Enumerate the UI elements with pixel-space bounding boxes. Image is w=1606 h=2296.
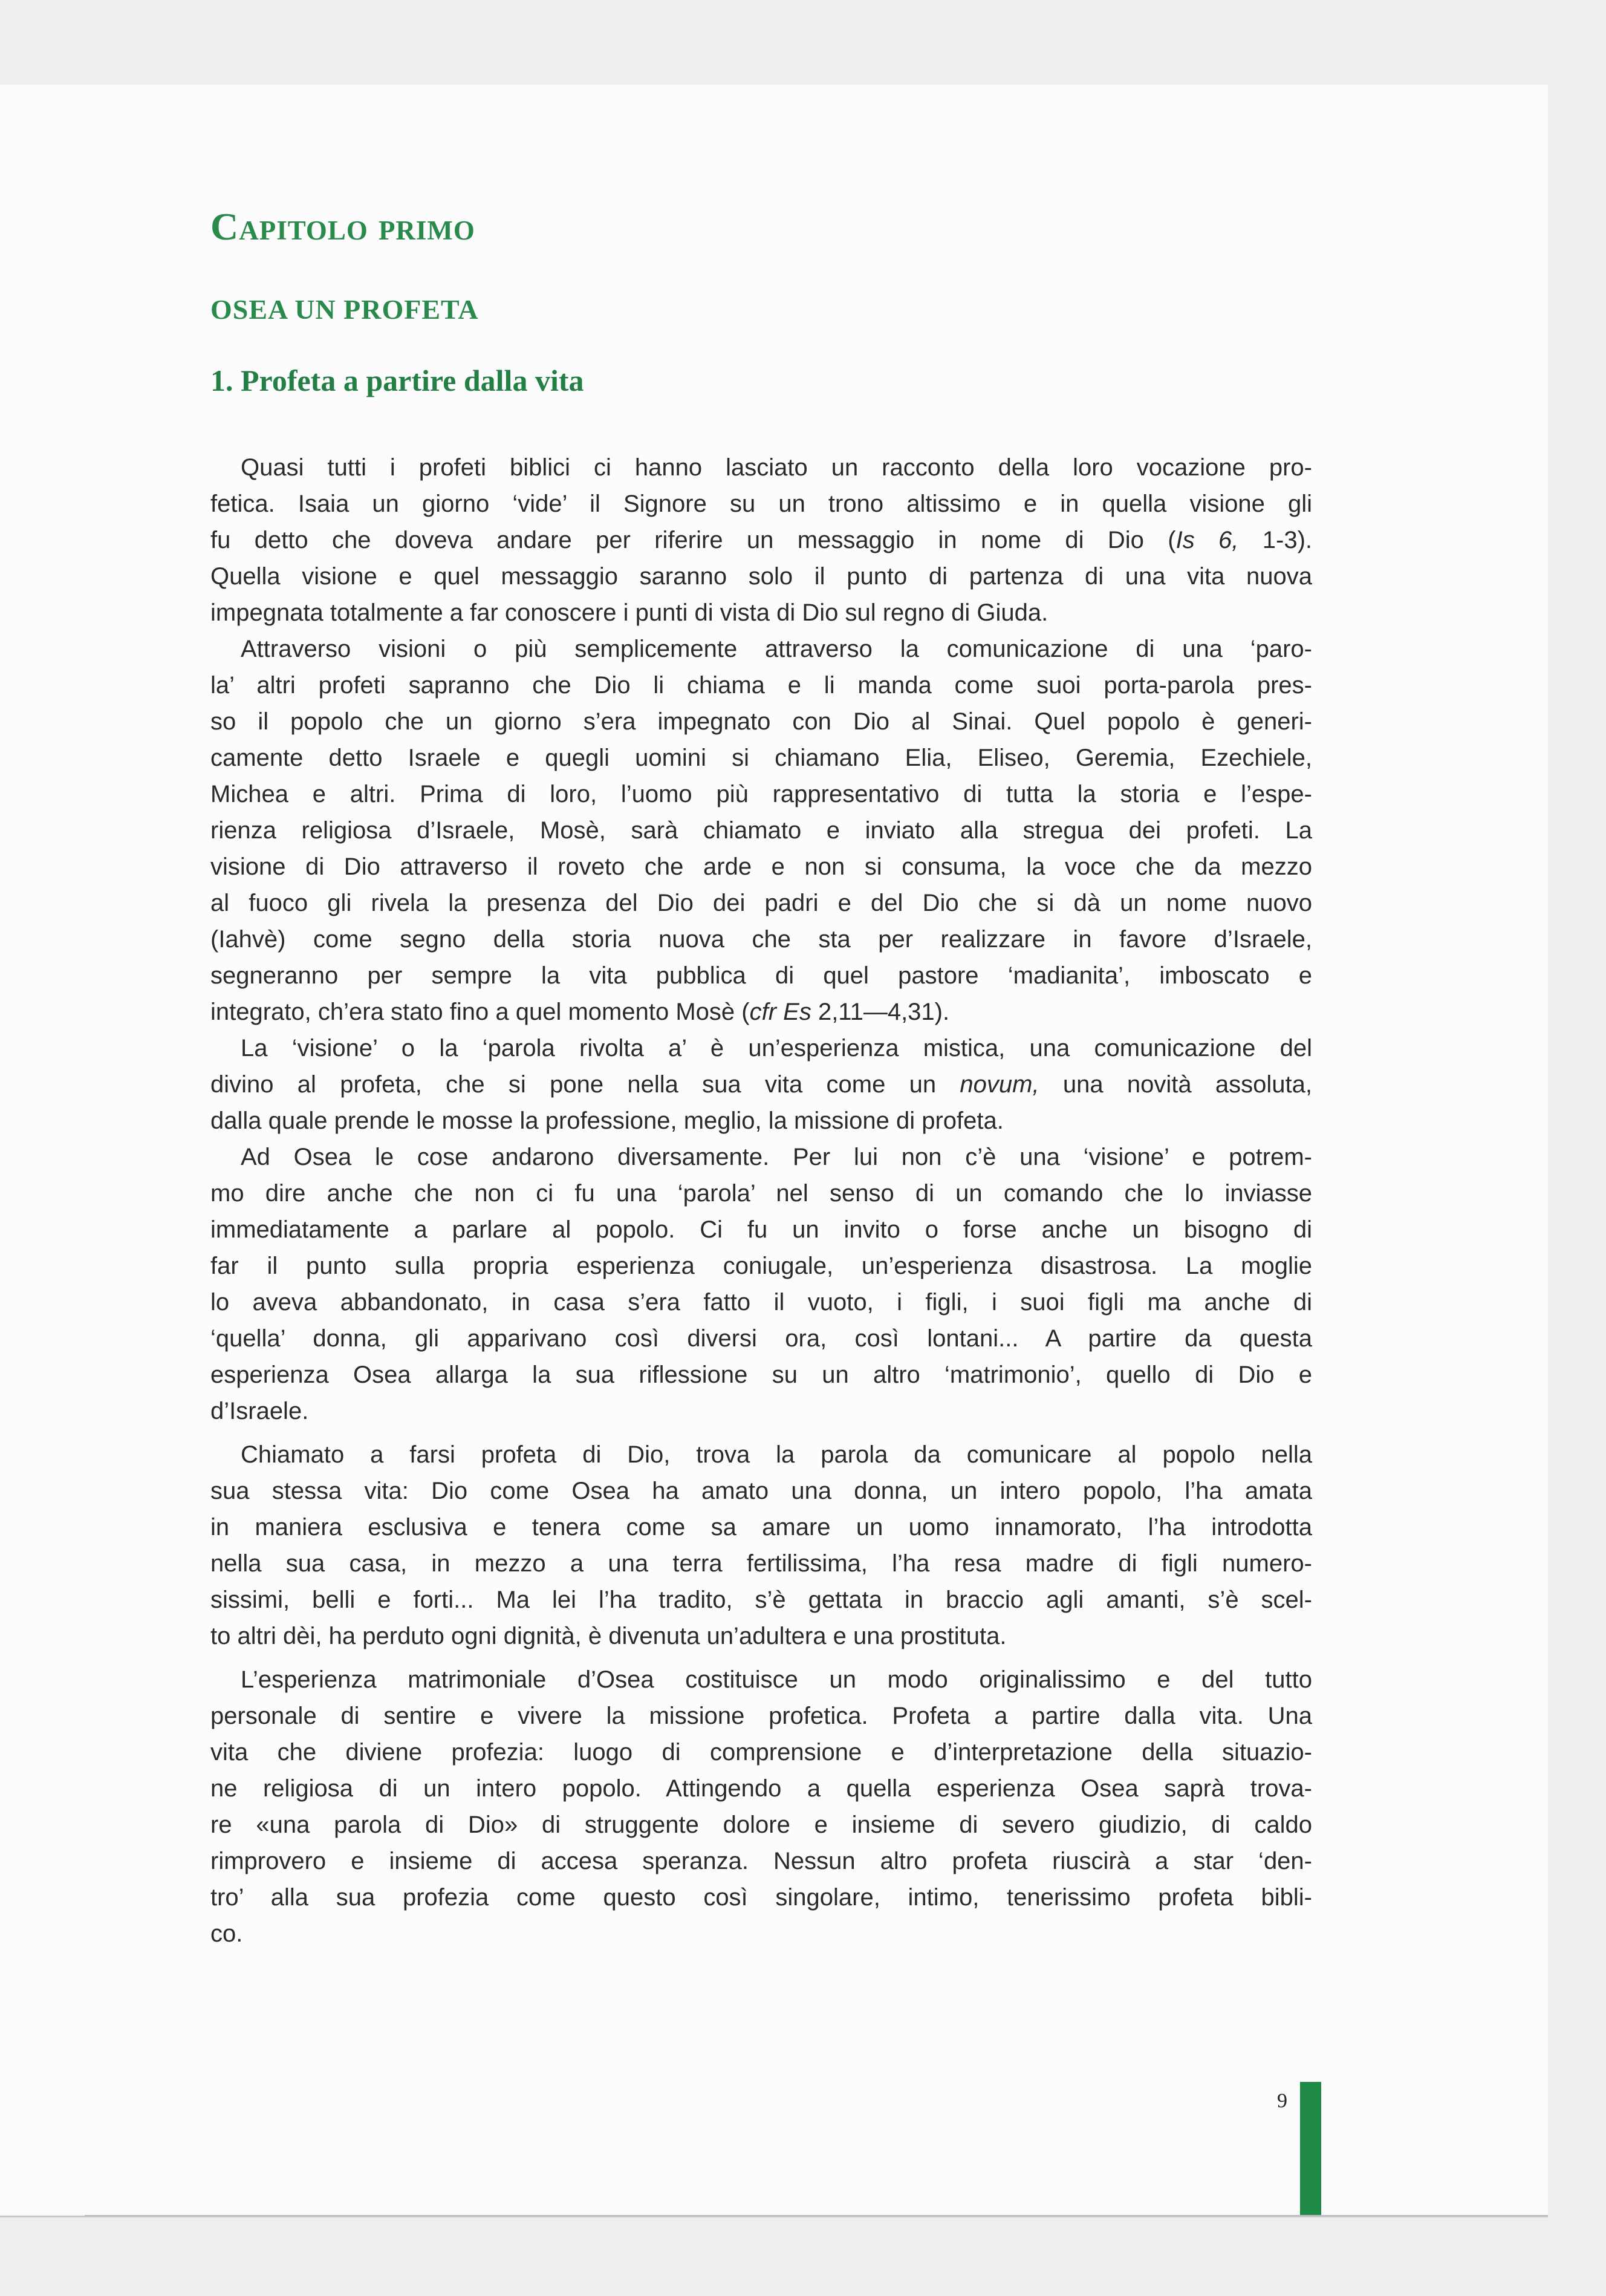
text-line: impegnata totalmente a far conoscere i punti di vista di Dio sul regno di Giuda. [210, 599, 1048, 626]
text-line: Chiamato a farsi profeta di Dio, trova la parola da comunicare al popolo nella [241, 1441, 1312, 1468]
text-line: so il popolo che un giorno s’era impegnato con Dio al Sinai. Quel popolo è generi- [210, 708, 1312, 735]
italic-text: Is 6, [1175, 527, 1239, 553]
text-line: fetica. Isaia un giorno ‘vide’ il Signore su un trono altissimo e in quella visione gli [210, 491, 1312, 517]
text-line: camente detto Israele e quegli uomini si chiamano Elia, Eliseo, Geremia, Ezechiele, [210, 745, 1312, 771]
text-line: lo aveva abbandonato, in casa s’era fatto il vuoto, i figli, i suoi figli ma anche di [210, 1289, 1312, 1316]
text-line [210, 1066, 1312, 1103]
text-line: to altri dèi, ha perduto ogni dignità, è divenuta un’adultera e una prostituta. [210, 1623, 1007, 1649]
text-line: L’esperienza matrimoniale d’Osea costituisce un modo originalissimo e del tutto [241, 1666, 1312, 1693]
italic-text: novum, [960, 1071, 1039, 1098]
text-line [210, 522, 1312, 558]
part-title: OSEA UN PROFETA [210, 294, 479, 325]
page-number: 9 [1277, 2090, 1287, 2112]
section-title: 1. Profeta a partire dalla vita [210, 364, 584, 397]
text-line: visione di Dio attraverso il roveto che arde e non si consuma, la voce che da mezzo [210, 853, 1312, 880]
italic-text: cfr Es [749, 999, 811, 1025]
text-line: dalla quale prende le mosse la professione, meglio, la missione di profeta. [210, 1107, 1004, 1134]
text-line: esperienza Osea allarga la sua riflessione su un altro ‘matrimonio’, quello di Dio e [210, 1362, 1312, 1388]
text-segment: 1-3). [1238, 527, 1312, 553]
text-line: al fuoco gli rivela la presenza del Dio dei padri e del Dio che si dà un nome nuovo [210, 890, 1312, 916]
text-line: immediatamente a parlare al popolo. Ci fu un invito o forse anche un bisogno di [210, 1216, 1312, 1243]
text-line: tro’ alla sua profezia come questo così singolare, intimo, tenerissimo profeta bibli- [210, 1884, 1312, 1911]
text-line: (Iahvè) come segno della storia nuova che sta per realizzare in favore d’Israele, [210, 926, 1312, 953]
text-line [210, 994, 1312, 1030]
text-line: la’ altri profeti sapranno che Dio li chiama e li manda come suoi porta-parola pres- [210, 672, 1312, 699]
chapter-title: Capitolo primo [210, 205, 475, 248]
text-line: Quasi tutti i profeti biblici ci hanno lasciato un racconto della loro vocazione pro- [241, 454, 1312, 481]
paragraph [210, 1662, 1312, 1952]
text-line: co. [210, 1920, 243, 1947]
body-text [210, 449, 1312, 1952]
text-segment: fu detto che doveva andare per riferire un messaggio in nome di Dio ( [210, 527, 1176, 553]
text-line: ne religiosa di un intero popolo. Attingendo a quella esperienza Osea saprà trova- [210, 1775, 1312, 1802]
page-edge-line [85, 2215, 1548, 2216]
paragraph [210, 1030, 1312, 1139]
text-line: sissimi, belli e forti... Ma lei l’ha tradito, s’è gettata in braccio agli amanti, s’è scel- [210, 1587, 1312, 1613]
text-segment: integrato, ch’era stato fino a quel momento Mosè ( [210, 999, 750, 1025]
text-segment: divino al profeta, che si pone nella sua vita come un [210, 1071, 960, 1098]
paragraph [210, 1139, 1312, 1429]
text-line: Michea e altri. Prima di loro, l’uomo più rappresentativo di tutta la storia e l’espe- [210, 781, 1312, 807]
text-line: mo dire anche che non ci fu una ‘parola’ nel senso di un comando che lo inviasse [210, 1180, 1312, 1207]
text-line: rimprovero e insieme di accesa speranza. Nessun altro profeta riuscirà a star ‘den- [210, 1848, 1312, 1874]
text-line: personale di sentire e vivere la missione profetica. Profeta a partire dalla vita. Una [210, 1703, 1312, 1729]
text-line: d’Israele. [210, 1398, 309, 1424]
text-line: ‘quella’ donna, gli apparivano così diversi ora, così lontani... A partire da questa [210, 1325, 1312, 1352]
paragraph [210, 631, 1312, 1030]
text-line: Attraverso visioni o più semplicemente attraverso la comunicazione di una ‘paro- [241, 636, 1312, 662]
text-line: Quella visione e quel messaggio saranno solo il punto di partenza di una vita nuova [210, 563, 1312, 590]
text-segment: una novità assoluta, [1039, 1071, 1313, 1098]
text-segment: 2,11—4,31). [811, 999, 950, 1025]
text-line: in maniera esclusiva e tenera come sa amare un uomo innamorato, l’ha introdotta [210, 1514, 1312, 1541]
paragraph [210, 449, 1312, 631]
text-line: re «una parola di Dio» di struggente dolore e insieme di severo giudizio, di caldo [210, 1812, 1312, 1838]
text-line: La ‘visione’ o la ‘parola rivolta a’ è un’esperienza mistica, una comunicazione del [241, 1035, 1312, 1062]
text-line: vita che diviene profezia: luogo di comprensione e d’interpretazione della situazio- [210, 1739, 1312, 1766]
paragraph [210, 1437, 1312, 1654]
text-line: segneranno per sempre la vita pubblica di quel pastore ‘madianita’, imboscato e [210, 962, 1312, 989]
text-line: rienza religiosa d’Israele, Mosè, sarà chiamato e inviato alla stregua dei profeti. La [210, 817, 1312, 844]
text-line: Ad Osea le cose andarono diversamente. Per lui non c’è una ‘visione’ e potrem- [241, 1144, 1312, 1170]
text-line: sua stessa vita: Dio come Osea ha amato una donna, un intero popolo, l’ha amata [210, 1478, 1312, 1504]
text-line: nella sua casa, in mezzo a una terra fertilissima, l’ha resa madre di figli numero- [210, 1550, 1312, 1577]
text-line: far il punto sulla propria esperienza coniugale, un’esperienza disastrosa. La moglie [210, 1253, 1312, 1279]
chapter-thumb-tab [1300, 2082, 1321, 2216]
